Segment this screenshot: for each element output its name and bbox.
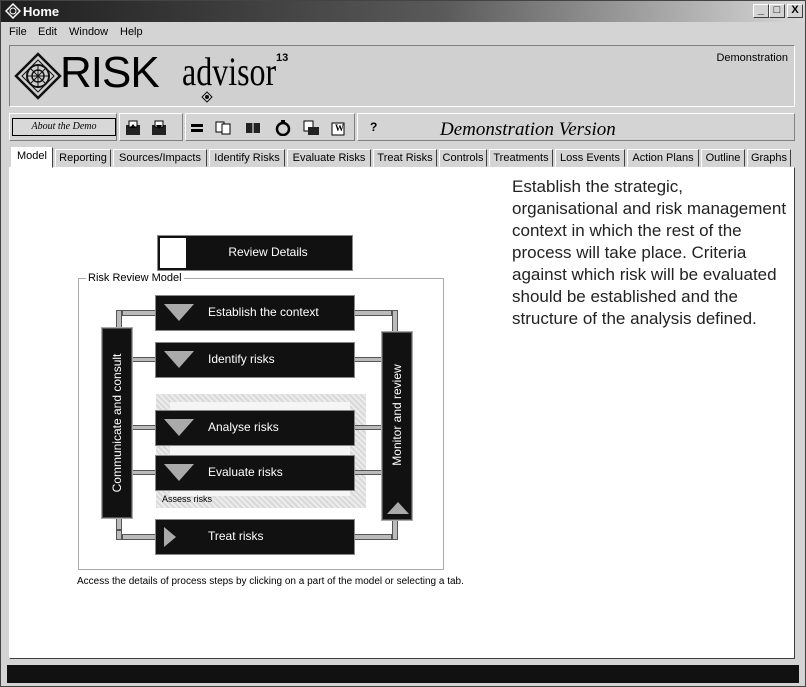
communicate-consult-label: Communicate and consult (110, 353, 124, 493)
tab-reporting[interactable]: Reporting (55, 149, 111, 167)
risk-review-title: Risk Review Model (88, 272, 182, 284)
identify-risks-label: Identify risks (208, 352, 275, 366)
logo-emblem-icon (14, 52, 62, 100)
communicate-consult-button[interactable] (102, 328, 132, 518)
tab-treat-risks[interactable]: Treat Risks (373, 149, 437, 167)
tab-sources-impacts[interactable]: Sources/Impacts (113, 149, 207, 167)
maximize-button[interactable]: □ (769, 4, 785, 18)
tab-controls[interactable]: Controls (439, 149, 487, 167)
logo-panel (9, 45, 795, 107)
monitor-review-label: Monitor and review (390, 364, 404, 466)
menu-bar (1, 22, 805, 42)
export-icon[interactable] (150, 120, 168, 136)
equals-icon[interactable] (188, 120, 206, 136)
down-triangle-icon (164, 351, 194, 368)
close-button[interactable]: X (787, 4, 803, 18)
logo-risk: RISK (60, 48, 159, 97)
toolbar (9, 113, 795, 143)
tab-treatments[interactable]: Treatments (489, 149, 553, 167)
down-triangle-icon (164, 464, 194, 481)
right-triangle-icon (162, 525, 178, 549)
analyse-risks-button[interactable] (156, 411, 354, 445)
evaluate-risks-button[interactable] (156, 456, 354, 490)
logo-advisor: advisor (182, 49, 277, 94)
treat-risks-label: Treat risks (208, 529, 264, 543)
window-title: Home (23, 4, 60, 19)
tab-loss-events[interactable]: Loss Events (555, 149, 625, 167)
step-description: Establish the strategic, organisational and risk management context in which the rest of the process will take place. Criteria against which risk will be evaluated should be established and the structure of the analysis defined. (512, 177, 787, 328)
establish-context-button[interactable] (156, 296, 354, 330)
tab-outline[interactable]: Outline (701, 149, 745, 167)
help-button[interactable]: ? (370, 120, 378, 134)
menu-help[interactable]: Help (120, 26, 143, 38)
down-triangle-icon (164, 304, 194, 321)
menu-window[interactable]: Window (69, 26, 109, 38)
tab-action-plans[interactable]: Action Plans (627, 149, 699, 167)
copy-icon[interactable] (214, 120, 232, 136)
up-triangle-icon (386, 501, 410, 515)
demo-version-label: Demonstration Version (440, 119, 616, 140)
word-icon[interactable] (330, 120, 348, 136)
menu-file[interactable]: File (9, 26, 27, 38)
down-triangle-icon (164, 419, 194, 436)
demonstration-label: Demonstration (716, 52, 788, 64)
timer-icon[interactable] (274, 120, 292, 136)
instruction-note: Access the details of process steps by clicking on a part of the model or selecting a tab. (77, 576, 464, 587)
about-demo-button[interactable]: About the Demo (12, 118, 116, 136)
tab-identify-risks[interactable]: Identify Risks (209, 149, 285, 167)
tab-model[interactable]: Model (11, 147, 53, 168)
model-panel (9, 167, 795, 659)
identify-risks-button[interactable] (156, 343, 354, 377)
monitor-review-button[interactable] (382, 332, 412, 520)
import-icon[interactable] (124, 120, 142, 136)
treat-risks-button[interactable] (156, 520, 354, 554)
tab-evaluate-risks[interactable]: Evaluate Risks (287, 149, 371, 167)
about-group (9, 113, 117, 141)
small-emblem-icon (201, 91, 213, 103)
tab-strip (9, 147, 795, 167)
menu-edit[interactable]: Edit (38, 26, 57, 38)
print-icon[interactable] (302, 120, 320, 136)
file-tools-group (119, 113, 183, 141)
review-strip (160, 238, 186, 268)
assess-risks-label: Assess risks (162, 494, 213, 504)
demo-banner-group (357, 113, 795, 141)
evaluate-risks-label: Evaluate risks (208, 465, 283, 479)
tab-graphs[interactable]: Graphs (747, 149, 791, 167)
establish-context-label: Establish the context (208, 305, 319, 319)
logo-version: 13 (276, 52, 289, 64)
status-bar (7, 665, 799, 683)
minimize-button[interactable]: _ (753, 4, 769, 18)
review-details-label: Review Details (228, 245, 308, 259)
tools-group (185, 113, 355, 141)
review-details-button[interactable] (158, 236, 352, 270)
app-diamond-icon (5, 3, 21, 19)
analyse-risks-label: Analyse risks (208, 420, 279, 434)
title-bar (1, 1, 805, 22)
svg-text:W: W (335, 123, 344, 133)
book-icon[interactable] (244, 120, 262, 136)
